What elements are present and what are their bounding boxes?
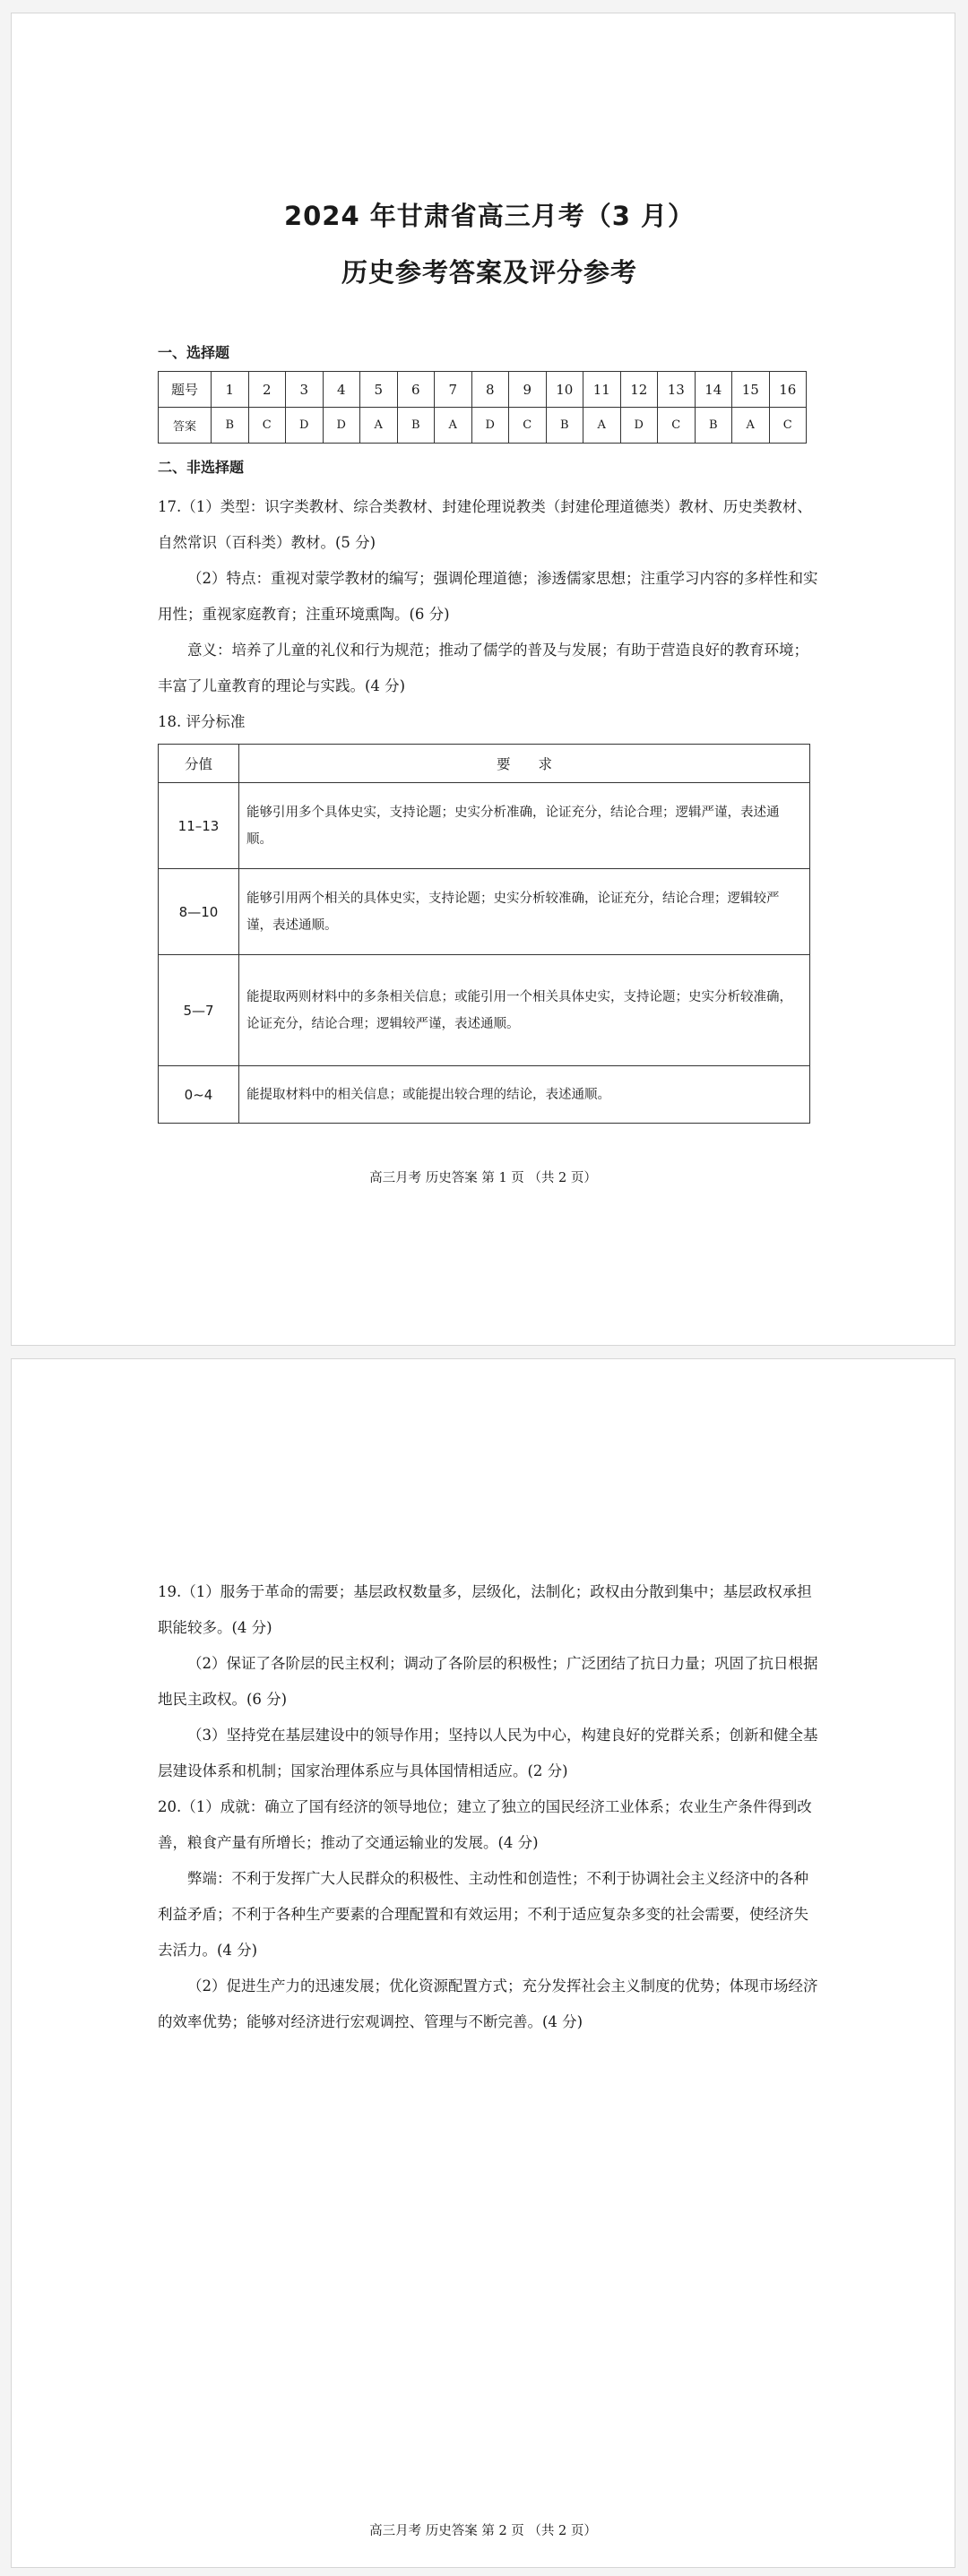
mc-number-cell: 16 bbox=[769, 372, 807, 408]
mc-answer-cell: C bbox=[509, 408, 547, 444]
mc-answer-cell: B bbox=[695, 408, 732, 444]
q18-label: 18. 评分标准 bbox=[158, 713, 246, 730]
answers-page-2 bbox=[158, 1574, 821, 2040]
q19-paragraph-2: （2）保证了各阶层的民主权利；调动了各阶层的积极性；广泛团结了抗日力量；巩固了抗日根据地民主政权。(6 分) bbox=[158, 1655, 818, 1708]
q19-paragraph-3: （3）坚持党在基层建设中的领导作用；坚持以人民为中心，构建良好的党群关系；创新和健全基层建设体系和机制；国家治理体系应与具体国情相适应。(2 分) bbox=[158, 1727, 818, 1779]
mc-answer-cell: D bbox=[286, 408, 324, 444]
rubric-score: 11–13 bbox=[159, 783, 239, 869]
mc-answer-cell: D bbox=[620, 408, 658, 444]
rubric-header-row bbox=[159, 745, 810, 783]
mc-answer-cell: A bbox=[583, 408, 621, 444]
mc-answer-table bbox=[158, 371, 807, 444]
rubric-requirement: 能够引用多个具体史实，支持论题；史实分析准确，论证充分，结论合理；逻辑严谨，表述通顺。 bbox=[239, 783, 810, 869]
mc-number-cell: 14 bbox=[695, 372, 732, 408]
mc-number-cell: 1 bbox=[212, 372, 249, 408]
q19-paragraph-1: 19.（1）服务于革命的需要；基层政权数量多，层级化，法制化；政权由分散到集中；基层政权承担职能较多。(4 分) bbox=[158, 1583, 812, 1636]
mc-number-cell: 10 bbox=[546, 372, 583, 408]
rubric-header-score: 分值 bbox=[159, 745, 239, 783]
page-footer: 高三月考 历史答案 第 2 页 （共 2 页） bbox=[369, 2524, 597, 2538]
rubric-row bbox=[159, 869, 810, 955]
mc-answer-cell: B bbox=[397, 408, 435, 444]
mc-number-cell: 12 bbox=[620, 372, 658, 408]
document-title bbox=[158, 196, 821, 289]
mc-answer-cell: B bbox=[212, 408, 249, 444]
mc-number-cell: 7 bbox=[435, 372, 472, 408]
rubric-table bbox=[158, 744, 810, 1124]
question-20 bbox=[158, 1789, 821, 2040]
mc-answer-cell: C bbox=[769, 408, 807, 444]
document-page-1 bbox=[11, 13, 955, 1346]
mc-answer-cell: A bbox=[732, 408, 770, 444]
rubric-requirement: 能提取两则材料中的多条相关信息；或能引用一个相关具体史实，支持论题；史实分析较准确，论证充分，结论合理；逻辑较严谨，表述通顺。 bbox=[239, 955, 810, 1066]
rubric-requirement: 能提取材料中的相关信息；或能提出较合理的结论，表述通顺。 bbox=[239, 1066, 810, 1124]
mc-row-label-number: 题号 bbox=[159, 372, 212, 408]
section-2 bbox=[158, 456, 821, 1124]
mc-number-cell: 8 bbox=[471, 372, 509, 408]
mc-answer-cell: A bbox=[360, 408, 398, 444]
q20-paragraph-1: 20.（1）成就：确立了国有经济的领导地位；建立了独立的国民经济工业体系；农业生产条件得到改善，粮食产量有所增长；推动了交通运输业的发展。(4 分) bbox=[158, 1798, 812, 1851]
mc-number-cell: 5 bbox=[360, 372, 398, 408]
document-page-2 bbox=[11, 1358, 955, 2568]
mc-answer-cell: C bbox=[248, 408, 286, 444]
q17-paragraph-2: （2）特点：重视对蒙学教材的编写；强调伦理道德；渗透儒家思想；注重学习内容的多样性和实用性；重视家庭教育；注重环境熏陶。(6 分) bbox=[158, 570, 818, 623]
mc-number-cell: 15 bbox=[732, 372, 770, 408]
mc-answer-cell: D bbox=[471, 408, 509, 444]
q20-paragraph-3: （2）促进生产力的迅速发展；优化资源配置方式；充分发挥社会主义制度的优势；体现市场经济的效率优势；能够对经济进行宏观调控、管理与不断完善。(4 分) bbox=[158, 1977, 818, 2030]
mc-number-cell: 4 bbox=[323, 372, 360, 408]
mc-number-cell: 2 bbox=[248, 372, 286, 408]
rubric-row bbox=[159, 783, 810, 869]
mc-number-cell: 13 bbox=[658, 372, 696, 408]
title-line-2: 历史参考答案及评分参考 bbox=[341, 257, 637, 288]
mc-number-cell: 6 bbox=[397, 372, 435, 408]
mc-row-label-answer: 答案 bbox=[159, 408, 212, 444]
rubric-score: 8—10 bbox=[159, 869, 239, 955]
q17-paragraph-3: 意义：培养了儿童的礼仪和行为规范；推动了儒学的普及与发展；有助于营造良好的教育环境；丰富了儿童教育的理论与实践。(4 分) bbox=[158, 642, 808, 694]
rubric-row bbox=[159, 1066, 810, 1124]
mc-answer-row bbox=[159, 408, 807, 444]
mc-number-cell: 11 bbox=[583, 372, 621, 408]
q20-paragraph-2: 弊端：不利于发挥广大人民群众的积极性、主动性和创造性；不利于协调社会主义经济中的各种利益矛盾；不利于各种生产要素的合理配置和有效运用；不利于适应复杂多变的社会需要，使经济失去活力。(4 分) bbox=[158, 1870, 808, 1959]
rubric-requirement: 能够引用两个相关的具体史实，支持论题；史实分析较准确，论证充分，结论合理；逻辑较严谨，表述通顺。 bbox=[239, 869, 810, 955]
mc-number-cell: 3 bbox=[286, 372, 324, 408]
section-heading-choice: 一、选择题 bbox=[158, 344, 230, 361]
section-1 bbox=[158, 341, 821, 444]
title-line-1: 2024 年甘肃省高三月考（3 月） bbox=[283, 201, 696, 231]
question-19 bbox=[158, 1574, 821, 1789]
q17-paragraph-1: 17.（1）类型：识字类教材、综合类教材、封建伦理说教类（封建伦理道德类）教材、历史类教材、自然常识（百科类）教材。(5 分) bbox=[158, 498, 812, 551]
rubric-score: 0~4 bbox=[159, 1066, 239, 1124]
mc-answer-cell: B bbox=[546, 408, 583, 444]
mc-answer-cell: D bbox=[323, 408, 360, 444]
mc-number-cell: 9 bbox=[509, 372, 547, 408]
page-footer: 高三月考 历史答案 第 1 页 （共 2 页） bbox=[369, 1171, 597, 1185]
mc-answer-cell: C bbox=[658, 408, 696, 444]
rubric-row bbox=[159, 955, 810, 1066]
question-17 bbox=[158, 489, 821, 704]
section-heading-nonchoice: 二、非选择题 bbox=[158, 459, 245, 476]
mc-answer-cell: A bbox=[435, 408, 472, 444]
rubric-header-requirement: 要 求 bbox=[239, 745, 810, 783]
mc-number-row bbox=[159, 372, 807, 408]
rubric-score: 5—7 bbox=[159, 955, 239, 1066]
